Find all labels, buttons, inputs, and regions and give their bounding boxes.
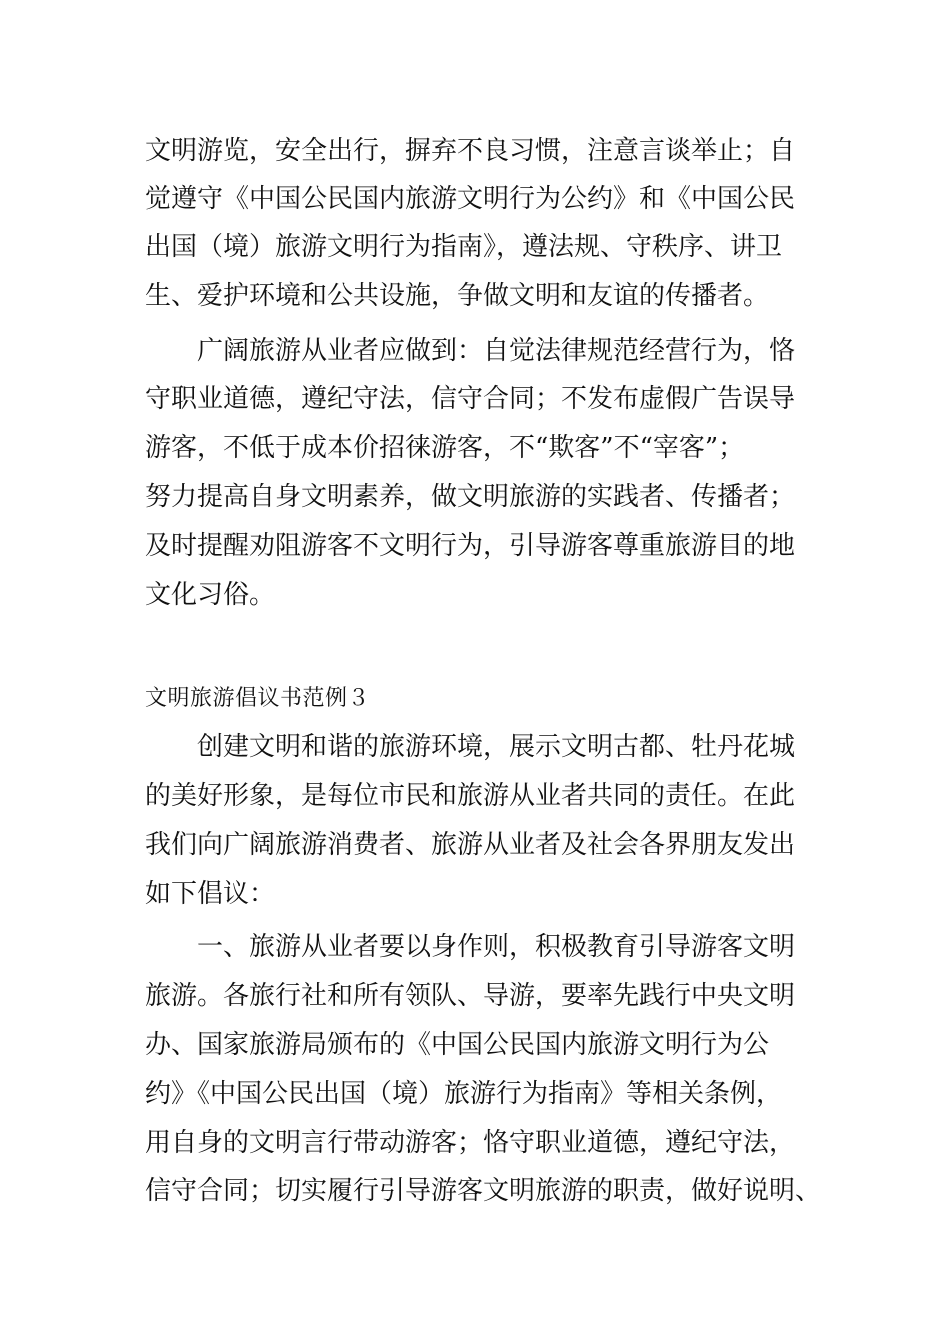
text-line: 文明游览，安全出行，摒弃不良习惯，注意言谈举止；自 <box>145 136 796 166</box>
text-line: 如下倡议： <box>145 879 276 909</box>
text-line: 我们向广阔旅游消费者、旅游从业者及社会各界朋友发出 <box>145 830 796 860</box>
text-line: 觉遵守《中国公民国内旅游文明行为公约》和《中国公民 <box>145 184 796 214</box>
text-line: 守职业道德，遵纪守法，信守合同；不发布虚假广告误导 <box>145 384 796 414</box>
text-line: 出国（境）旅游文明行为指南》，遵法规、守秩序、讲卫 <box>145 232 783 262</box>
text-line: 用自身的文明言行带动游客；恪守职业道德，遵纪守法， <box>145 1128 796 1158</box>
text-line: 及时提醒劝阻游客不文明行为，引导游客尊重旅游目的地 <box>145 531 796 561</box>
text-line: 的美好形象，是每位市民和旅游从业者共同的责任。在此 <box>145 781 796 811</box>
section-heading: 文明旅游倡议书范例３ <box>145 686 371 711</box>
text-line: 广阔旅游从业者应做到：自觉法律规范经营行为，恪 <box>197 336 796 366</box>
text-line: 办、国家旅游局颁布的《中国公民国内旅游文明行为公 <box>145 1030 770 1060</box>
text-line: 游客，不低于成本价招徕游客，不“欺客”不“宰客”； <box>145 433 745 463</box>
text-line: 旅游。各旅行社和所有领队、导游，要率先践行中央文明 <box>145 981 796 1011</box>
text-line: 约》《中国公民出国（境）旅游行为指南》等相关条例， <box>145 1079 783 1109</box>
text-line: 信守合同；切实履行引导游客文明旅游的职责，做好说明、 <box>145 1176 822 1206</box>
text-line: 一、旅游从业者要以身作则，积极教育引导游客文明 <box>197 932 796 962</box>
text-line: 努力提高自身文明素养，做文明旅游的实践者、传播者； <box>145 482 796 512</box>
text-line: 创建文明和谐的旅游环境，展示文明古都、牡丹花城 <box>197 732 796 762</box>
text-line: 生、爱护环境和公共设施，争做文明和友谊的传播者。 <box>145 281 770 311</box>
text-line: 文化习俗。 <box>145 580 276 610</box>
